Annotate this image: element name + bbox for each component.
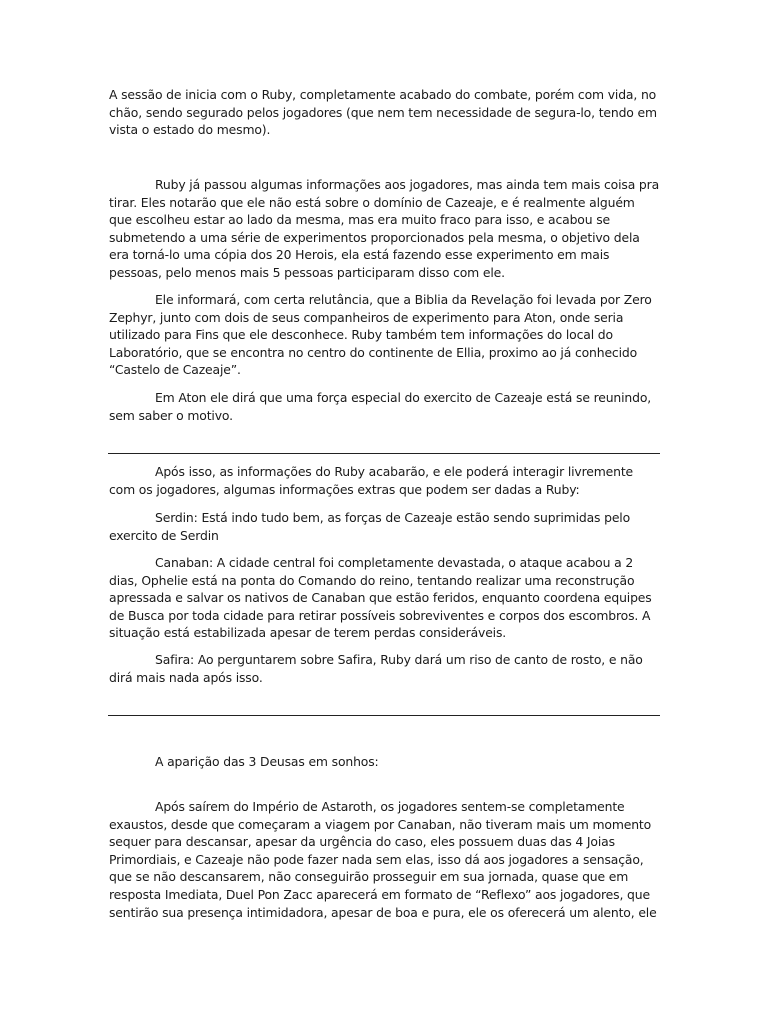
paragraph-canaban [109,554,661,642]
paragraph-text: Canaban: A cidade central foi completamente devastada, o ataque acabou a 2 dias, Ophelie está na ponta do Comando do reino, tentando realizar uma reconstrução apressada e salvar os nativos de Canaban que estão feridos, enquanto coordena equipes de Busca por toda cidade para retirar possíveis sobreviventes e corpos dos escombros. A situação está estabilizada apesar de terem perdas consideráveis. [109,555,652,641]
paragraph-text: Ruby já passou algumas informações aos jogadores, mas ainda tem mais coisa pra tirar. Eles notarão que ele não está sobre o domínio de Cazeaje, e é realmente alguém que escolheu estar ao lado da mesma, mas era muito fraco para isso, e acabou se submetendo a uma série de experimentos proporcionados pela mesma, o objetivo dela era torná-lo uma cópia dos 20 Herois, ela está fazendo esse experimento em mais pessoas, pelo menos mais 5 pessoas participaram disso com ele. [109,177,660,280]
section-divider [108,715,660,716]
paragraph-astaroth [109,798,661,921]
paragraph-serdin [109,509,661,544]
paragraph-safira [109,651,661,686]
paragraph-text: Após isso, as informações do Ruby acabarão, e ele poderá interagir livremente com os jogadores, algumas informações extras que podem ser dadas a Ruby: [109,464,634,497]
section-heading-deusas [109,753,661,771]
section-divider [108,453,660,454]
paragraph-aton [109,389,661,424]
paragraph-text: Ele informará, com certa relutância, que a Biblia da Revelação foi levada por Zero Zephyr, junto com dois de seus companheiros de experimento para Aton, onde seria utilizado para Fins que ele desconhece. Ruby também tem informações do local do Laboratório, que se encontra no centro do continente de Ellia, proximo ao já conhecido “Castelo de Cazeaje”. [109,292,652,378]
paragraph-session-start [109,86,661,139]
paragraph-biblia [109,291,661,379]
paragraph-text: A sessão de inicia com o Ruby, completamente acabado do combate, porém com vida, no chão, sendo segurado pelos jogadores (que nem tem necessidade de segura-lo, tendo em vista o estado do mesmo). [109,87,657,138]
paragraph-after-info [109,463,661,498]
heading-text: A aparição das 3 Deusas em sonhos: [155,754,379,769]
paragraph-text: Após saírem do Império de Astaroth, os jogadores sentem-se completamente exaustos, desde que começaram a viagem por Canaban, não tiveram mais um momento sequer para descansar, apesar da urgência do caso, eles possuem duas das 4 Joias Primordiais, e Cazeaje não pode fazer nada sem elas, isso dá aos jogadores a sensação, que se não descansarem, não conseguirão prosseguir em sua jornada, quase que em resposta Imediata, Duel Pon Zacc aparecerá em formato de “Reflexo” aos jogadores, que sentirão sua presença intimidadora, apesar de boa e pura, ele os oferecerá um alento, ele [109,799,657,920]
paragraph-text: Safira: Ao perguntarem sobre Safira, Ruby dará um riso de canto de rosto, e não dirá mais nada após isso. [109,652,643,685]
paragraph-text: Em Aton ele dirá que uma força especial do exercito de Cazeaje está se reunindo, sem saber o motivo. [109,390,652,423]
paragraph-ruby-info [109,176,661,282]
paragraph-text: Serdin: Está indo tudo bem, as forças de Cazeaje estão sendo suprimidas pelo exercito de Serdin [109,510,631,543]
